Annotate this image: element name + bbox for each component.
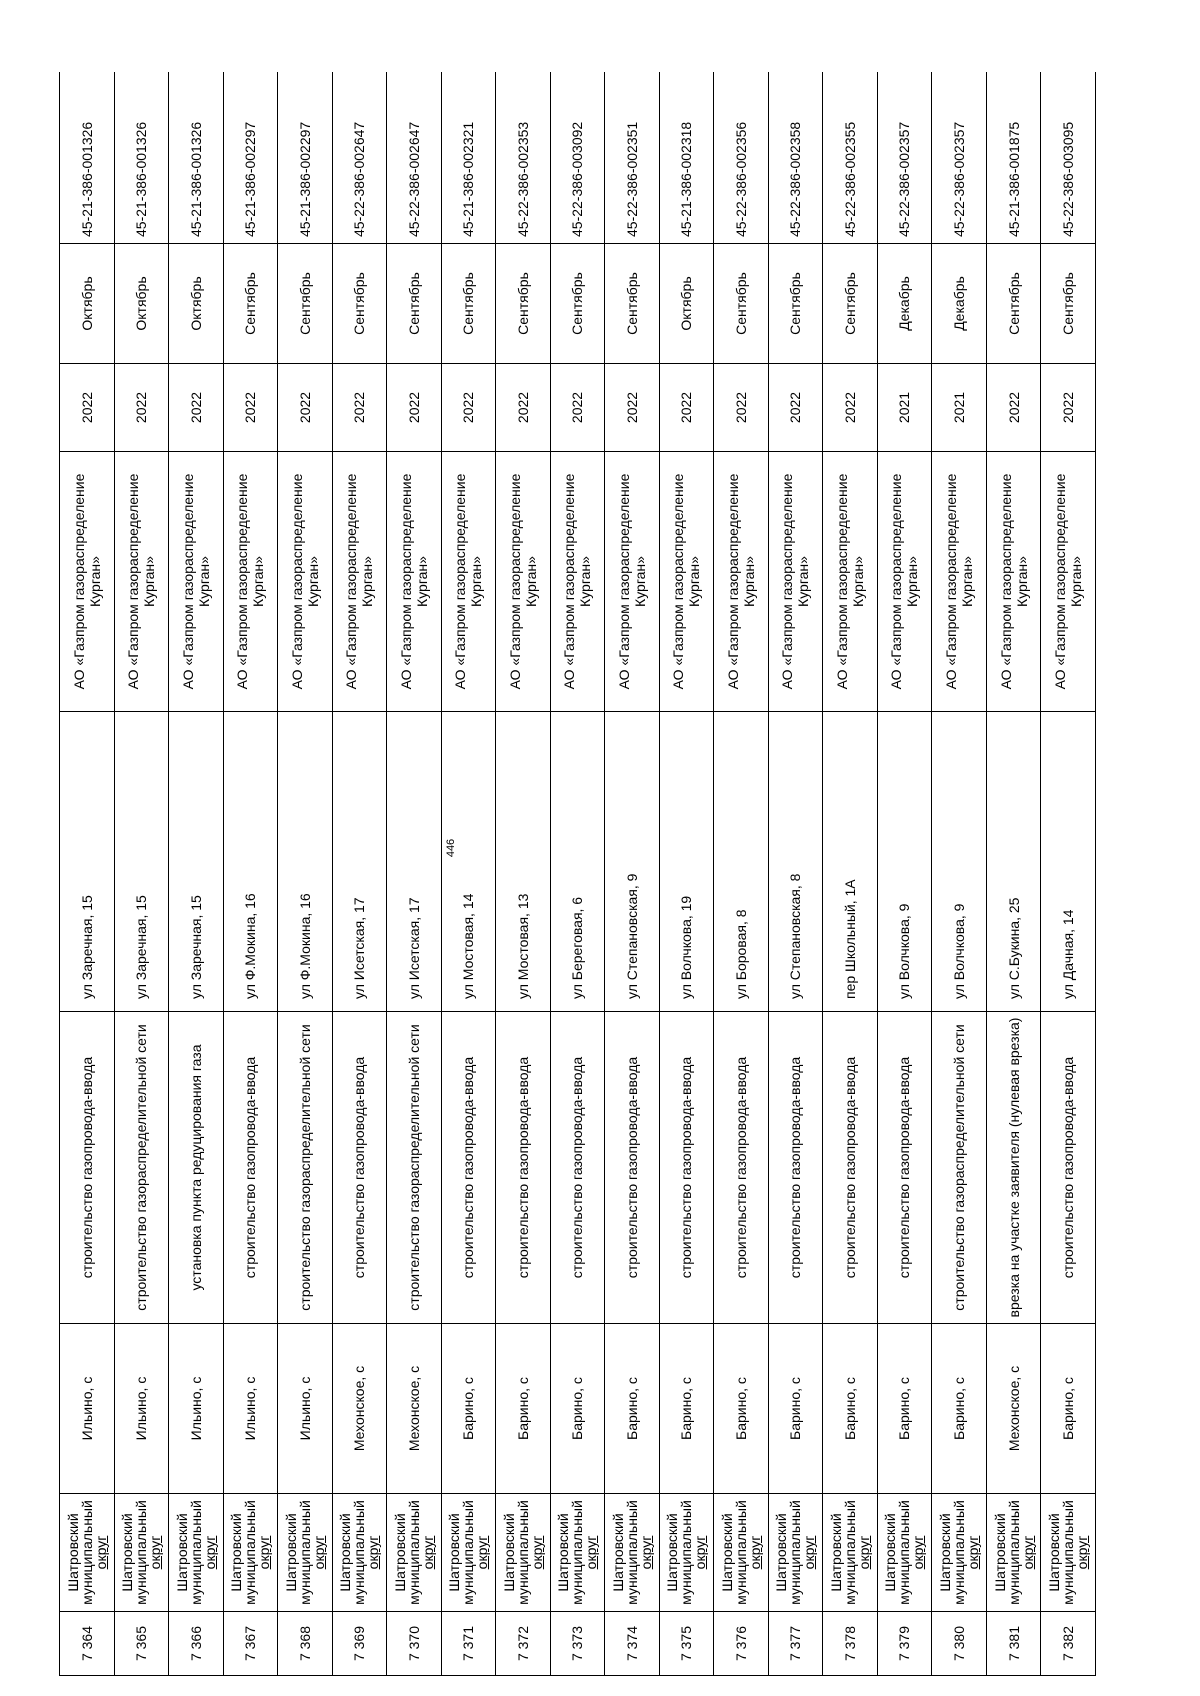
address-cell: ул Степановская, 8 [768, 712, 823, 1012]
district-cell [441, 1494, 496, 1612]
application-code-cell: 45-22-386-002357 [932, 72, 987, 244]
district-line: муниципальный [732, 1500, 749, 1605]
table-row [387, 72, 442, 1676]
settlement-cell: Мехонское, с [986, 1324, 1041, 1494]
row-number-cell: 7 372 [496, 1612, 551, 1676]
district-line: муниципальный [514, 1500, 531, 1605]
district-cell [114, 1494, 169, 1612]
district-line: округ [419, 1535, 436, 1570]
table-row [986, 72, 1041, 1676]
district-line: округ [692, 1535, 709, 1570]
district-line: округ [474, 1535, 491, 1570]
month-cell: Сентябрь [1041, 244, 1096, 364]
application-code-cell: 45-21-386-001875 [986, 72, 1041, 244]
district-line: Шатровский [991, 1513, 1008, 1592]
work-type-cell: строительство газораспределительной сети [114, 1012, 169, 1324]
table-row [223, 72, 278, 1676]
address-cell: пер Школьный, 1А [823, 712, 878, 1012]
district-line: Шатровский [282, 1513, 299, 1592]
table-row [932, 72, 987, 1676]
district-line: муниципальный [569, 1500, 586, 1605]
address-cell: ул Ф.Мокина, 16 [223, 712, 278, 1012]
year-cell: 2022 [278, 364, 333, 452]
row-number-cell: 7 373 [550, 1612, 605, 1676]
district-line: Шатровский [64, 1513, 81, 1592]
application-code-cell: 45-22-386-002358 [768, 72, 823, 244]
month-cell: Сентябрь [496, 244, 551, 364]
work-type-cell: строительство газопровода-ввода [714, 1012, 769, 1324]
table-row [278, 72, 333, 1676]
year-cell: 2022 [659, 364, 714, 452]
district-line: Шатровский [937, 1513, 953, 1592]
settlement-cell: Барино, с [550, 1324, 605, 1494]
year-cell: 2022 [1041, 364, 1096, 452]
row-number-cell: 7 370 [387, 1612, 442, 1676]
district-line: округ [1074, 1535, 1091, 1570]
month-cell: Октябрь [169, 244, 224, 364]
row-number-cell: 7 367 [223, 1612, 278, 1676]
district-cell [550, 1494, 605, 1612]
district-line: округ [528, 1535, 545, 1570]
district-line: округ [910, 1535, 927, 1570]
organization-cell: АО «Газпром газораспределение Курган» [496, 452, 551, 712]
month-cell: Сентябрь [223, 244, 278, 364]
settlement-cell: Ильино, с [169, 1324, 224, 1494]
month-cell: Сентябрь [768, 244, 823, 364]
district-line: округ [583, 1535, 600, 1570]
year-cell: 2022 [986, 364, 1041, 452]
district-line: Шатровский [827, 1513, 844, 1592]
settlement-cell: Барино, с [496, 1324, 551, 1494]
table-body [60, 72, 1096, 1676]
row-number-cell: 7 365 [114, 1612, 169, 1676]
month-cell: Сентябрь [605, 244, 660, 364]
work-type-cell: строительство газораспределительной сети [932, 1012, 987, 1324]
district-line: Шатровский [228, 1513, 245, 1592]
district-line: Шатровский [609, 1513, 626, 1592]
settlement-cell: Барино, с [823, 1324, 878, 1494]
district-cell [223, 1494, 278, 1612]
work-type-cell: строительство газопровода-ввода [659, 1012, 714, 1324]
application-code-cell: 45-22-386-002357 [877, 72, 932, 244]
rotated-table-container [59, 72, 1096, 1676]
work-type-cell: строительство газопровода-ввода [332, 1012, 387, 1324]
year-cell: 2021 [932, 364, 987, 452]
district-line: округ [147, 1535, 164, 1570]
district-line: округ [965, 1535, 981, 1570]
address-cell: ул Дачная, 14 [1041, 712, 1096, 1012]
table-row [332, 72, 387, 1676]
work-type-cell: врезка на участке заявителя (нулевая врезка) [986, 1012, 1041, 1324]
year-cell: 2022 [496, 364, 551, 452]
month-cell: Сентябрь [714, 244, 769, 364]
district-line: муниципальный [460, 1500, 477, 1605]
month-cell: Декабрь [932, 244, 987, 364]
district-line: Шатровский [664, 1513, 681, 1592]
organization-cell: АО «Газпром газораспределение Курган» [605, 452, 660, 712]
district-line: Шатровский [173, 1513, 190, 1592]
address-cell: ул Заречная, 15 [114, 712, 169, 1012]
settlement-cell: Ильино, с [278, 1324, 333, 1494]
district-cell [714, 1494, 769, 1612]
application-code-cell: 45-21-386-002297 [278, 72, 333, 244]
district-line: округ [256, 1535, 273, 1570]
month-cell: Сентябрь [387, 244, 442, 364]
district-line: округ [201, 1535, 218, 1570]
district-line: округ [801, 1535, 818, 1570]
district-line: муниципальный [187, 1500, 204, 1605]
address-cell: ул Исетская, 17 [387, 712, 442, 1012]
row-number-cell: 7 371 [441, 1612, 496, 1676]
row-number-cell: 7 380 [932, 1612, 987, 1676]
year-cell: 2022 [332, 364, 387, 452]
year-cell: 2022 [605, 364, 660, 452]
address-cell: ул Ф.Мокина, 16 [278, 712, 333, 1012]
year-cell: 2022 [114, 364, 169, 452]
row-number-cell: 7 379 [877, 1612, 932, 1676]
year-cell: 2022 [714, 364, 769, 452]
district-line: округ [92, 1535, 109, 1570]
district-line: Шатровский [500, 1513, 517, 1592]
application-code-cell: 45-21-386-002318 [659, 72, 714, 244]
work-type-cell: установка пункта редуцирования газа [169, 1012, 224, 1324]
application-code-cell: 45-22-386-003092 [550, 72, 605, 244]
district-line: округ [310, 1535, 327, 1570]
work-type-cell: строительство газораспределительной сети [278, 1012, 333, 1324]
settlement-cell: Барино, с [714, 1324, 769, 1494]
district-cell [332, 1494, 387, 1612]
address-cell: ул Исетская, 17 [332, 712, 387, 1012]
application-code-cell: 45-22-386-002351 [605, 72, 660, 244]
row-number-cell: 7 374 [605, 1612, 660, 1676]
address-cell: ул С.Букина, 25 [986, 712, 1041, 1012]
address-cell: ул Волчкова, 9 [877, 712, 932, 1012]
district-line: Шатровский [718, 1513, 735, 1592]
district-cell [659, 1494, 714, 1612]
work-type-cell: строительство газопровода-ввода [877, 1012, 932, 1324]
settlement-cell: Мехонское, с [332, 1324, 387, 1494]
application-code-cell: 45-21-386-001326 [169, 72, 224, 244]
organization-cell: АО «Газпром газораспределение Курган» [387, 452, 442, 712]
row-number-cell: 7 382 [1041, 1612, 1096, 1676]
district-cell [169, 1494, 224, 1612]
district-line: муниципальный [787, 1500, 804, 1605]
district-line: муниципальный [841, 1500, 858, 1605]
table-row [441, 72, 496, 1676]
settlement-cell: Ильино, с [114, 1324, 169, 1494]
district-line: муниципальный [623, 1500, 640, 1605]
settlement-cell: Барино, с [441, 1324, 496, 1494]
address-cell: ул Заречная, 15 [60, 712, 115, 1012]
month-cell: Сентябрь [550, 244, 605, 364]
table-row [605, 72, 660, 1676]
district-line: муниципальный [678, 1500, 695, 1605]
district-line: Шатровский [446, 1513, 463, 1592]
month-cell: Сентябрь [986, 244, 1041, 364]
district-line: округ [637, 1535, 654, 1570]
district-line: Шатровский [773, 1513, 790, 1592]
organization-cell: АО «Газпром газораспределение Курган» [223, 452, 278, 712]
district-line: Шатровский [1046, 1513, 1063, 1592]
district-cell [387, 1494, 442, 1612]
row-number-cell: 7 375 [659, 1612, 714, 1676]
district-line: округ [855, 1535, 872, 1570]
table-row [60, 72, 115, 1676]
year-cell: 2022 [223, 364, 278, 452]
table-row [496, 72, 551, 1676]
work-type-cell: строительство газопровода-ввода [550, 1012, 605, 1324]
row-number-cell: 7 377 [768, 1612, 823, 1676]
settlement-cell: Барино, с [768, 1324, 823, 1494]
organization-cell: АО «Газпром газораспределение Курган» [877, 452, 932, 712]
settlement-cell: Барино, с [605, 1324, 660, 1494]
address-cell: ул Волчкова, 19 [659, 712, 714, 1012]
work-type-cell: строительство газопровода-ввода [1041, 1012, 1096, 1324]
organization-cell: АО «Газпром газораспределение Курган» [169, 452, 224, 712]
settlement-cell: Ильино, с [60, 1324, 115, 1494]
organization-cell: АО «Газпром газораспределение Курган» [1041, 452, 1096, 712]
row-number-cell: 7 376 [714, 1612, 769, 1676]
district-line: муниципальный [78, 1500, 95, 1605]
district-line: муниципальный [951, 1500, 967, 1605]
row-number-cell: 7 366 [169, 1612, 224, 1676]
month-cell: Сентябрь [332, 244, 387, 364]
district-line: муниципальный [296, 1500, 313, 1605]
district-cell [496, 1494, 551, 1612]
organization-cell: АО «Газпром газораспределение Курган» [823, 452, 878, 712]
row-number-cell: 7 368 [278, 1612, 333, 1676]
settlement-cell: Барино, с [659, 1324, 714, 1494]
application-code-cell: 45-21-386-001326 [114, 72, 169, 244]
organization-cell: АО «Газпром газораспределение Курган» [932, 452, 987, 712]
work-type-cell: строительство газопровода-ввода [223, 1012, 278, 1324]
table-row [169, 72, 224, 1676]
address-cell: ул Мостовая, 14 [441, 712, 496, 1012]
work-type-cell: строительство газопровода-ввода [60, 1012, 115, 1324]
address-cell: ул Волчкова, 9 [932, 712, 987, 1012]
year-cell: 2022 [387, 364, 442, 452]
district-line: муниципальный [351, 1500, 368, 1605]
table-row [768, 72, 823, 1676]
district-line: муниципальный [1060, 1500, 1077, 1605]
district-cell [605, 1494, 660, 1612]
settlement-cell: Барино, с [1041, 1324, 1096, 1494]
application-code-cell: 45-22-386-002353 [496, 72, 551, 244]
organization-cell: АО «Газпром газораспределение Курган» [114, 452, 169, 712]
table-row [1041, 72, 1096, 1676]
district-cell [932, 1494, 987, 1612]
district-line: округ [746, 1535, 763, 1570]
application-code-cell: 45-22-386-003095 [1041, 72, 1096, 244]
row-number-cell: 7 364 [60, 1612, 115, 1676]
application-code-cell: 45-21-386-002321 [441, 72, 496, 244]
organization-cell: АО «Газпром газораспределение Курган» [60, 452, 115, 712]
district-cell [768, 1494, 823, 1612]
organization-cell: АО «Газпром газораспределение Курган» [659, 452, 714, 712]
district-line: округ [365, 1535, 382, 1570]
month-cell: Декабрь [877, 244, 932, 364]
organization-cell: АО «Газпром газораспределение Курган» [441, 452, 496, 712]
year-cell: 2021 [877, 364, 932, 452]
district-line: муниципальный [133, 1500, 150, 1605]
application-code-cell: 45-22-386-002647 [387, 72, 442, 244]
work-type-cell: строительство газопровода-ввода [441, 1012, 496, 1324]
month-cell: Сентябрь [823, 244, 878, 364]
table-row [114, 72, 169, 1676]
district-cell [60, 1494, 115, 1612]
address-cell: ул Береговая, 6 [550, 712, 605, 1012]
district-line: Шатровский [337, 1513, 354, 1592]
application-code-cell: 45-21-386-002297 [223, 72, 278, 244]
district-line: Шатровский [119, 1513, 136, 1592]
year-cell: 2022 [169, 364, 224, 452]
district-line: округ [1019, 1535, 1036, 1570]
application-code-cell: 45-22-386-002356 [714, 72, 769, 244]
table-row [550, 72, 605, 1676]
work-type-cell: строительство газораспределительной сети [387, 1012, 442, 1324]
work-type-cell: строительство газопровода-ввода [768, 1012, 823, 1324]
table-row [714, 72, 769, 1676]
district-cell [1041, 1494, 1096, 1612]
district-cell [986, 1494, 1041, 1612]
document-page [59, 72, 1096, 1676]
row-number-cell: 7 369 [332, 1612, 387, 1676]
month-cell: Октябрь [114, 244, 169, 364]
application-code-cell: 45-22-386-002355 [823, 72, 878, 244]
address-cell: ул Боровая, 8 [714, 712, 769, 1012]
work-type-cell: строительство газопровода-ввода [605, 1012, 660, 1324]
district-line: Шатровский [555, 1513, 572, 1592]
year-cell: 2022 [441, 364, 496, 452]
district-line: муниципальный [242, 1500, 259, 1605]
year-cell: 2022 [60, 364, 115, 452]
organization-cell: АО «Газпром газораспределение Курган» [714, 452, 769, 712]
year-cell: 2022 [768, 364, 823, 452]
district-line: муниципальный [405, 1500, 422, 1605]
table-row [877, 72, 932, 1676]
row-number-cell: 7 381 [986, 1612, 1041, 1676]
table-row [659, 72, 714, 1676]
page-number: 446 [445, 838, 457, 858]
work-type-cell: строительство газопровода-ввода [496, 1012, 551, 1324]
organization-cell: АО «Газпром газораспределение Курган» [278, 452, 333, 712]
application-code-cell: 45-21-386-001326 [60, 72, 115, 244]
settlement-cell: Мехонское, с [387, 1324, 442, 1494]
application-code-cell: 45-22-386-002647 [332, 72, 387, 244]
organization-cell: АО «Газпром газораспределение Курган» [986, 452, 1041, 712]
table-row [823, 72, 878, 1676]
gas-works-table [59, 72, 1096, 1676]
settlement-cell: Ильино, с [223, 1324, 278, 1494]
year-cell: 2022 [823, 364, 878, 452]
address-cell: ул Степановская, 9 [605, 712, 660, 1012]
district-cell [823, 1494, 878, 1612]
district-line: муниципальный [896, 1500, 913, 1605]
month-cell: Октябрь [60, 244, 115, 364]
row-number-cell: 7 378 [823, 1612, 878, 1676]
month-cell: Сентябрь [278, 244, 333, 364]
district-line: Шатровский [391, 1513, 408, 1592]
district-cell [877, 1494, 932, 1612]
settlement-cell: Барино, с [877, 1324, 932, 1494]
year-cell: 2022 [550, 364, 605, 452]
district-line: муниципальный [1005, 1500, 1022, 1605]
organization-cell: АО «Газпром газораспределение Курган» [768, 452, 823, 712]
organization-cell: АО «Газпром газораспределение Курган» [332, 452, 387, 712]
district-cell [278, 1494, 333, 1612]
address-cell: ул Заречная, 15 [169, 712, 224, 1012]
address-cell: ул Мостовая, 13 [496, 712, 551, 1012]
month-cell: Октябрь [659, 244, 714, 364]
organization-cell: АО «Газпром газораспределение Курган» [550, 452, 605, 712]
month-cell: Сентябрь [441, 244, 496, 364]
settlement-cell: Барино, с [932, 1324, 987, 1494]
district-line: Шатровский [882, 1513, 899, 1592]
work-type-cell: строительство газопровода-ввода [823, 1012, 878, 1324]
